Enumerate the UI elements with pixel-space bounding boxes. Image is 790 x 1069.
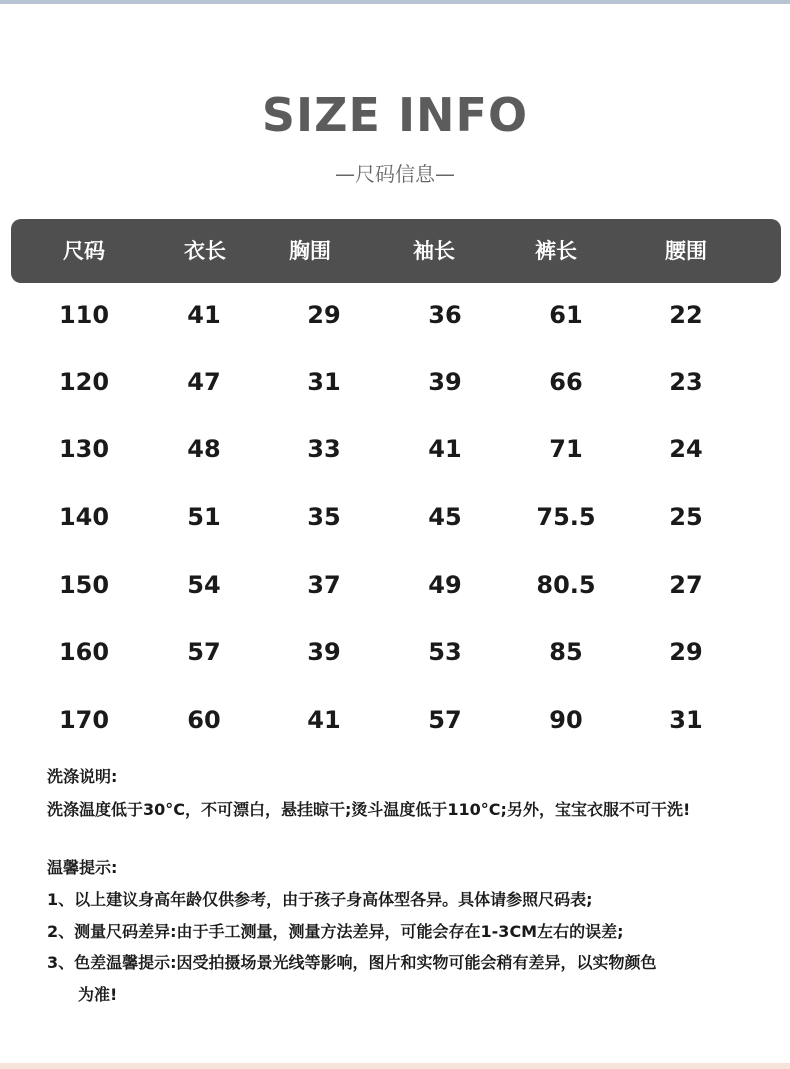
cell-size: 110	[58, 301, 110, 329]
header-sleeve-length: 袖长	[413, 239, 455, 263]
table-row	[0, 497, 790, 537]
table-row	[0, 429, 790, 469]
cell-garment-length: 41	[187, 301, 221, 329]
cell-pants-length: 61	[549, 301, 583, 329]
cell-garment-length: 54	[187, 571, 221, 599]
table-row	[0, 632, 790, 672]
tip-item-3: 3、色差温馨提示:因受拍摄场景光线等影响，图片和实物可能会稍有差异，以实物颜色	[47, 953, 657, 972]
cell-sleeve-length: 49	[428, 571, 462, 599]
cell-pants-length: 75.5	[536, 503, 596, 531]
header-size: 尺码	[63, 239, 105, 263]
cell-garment-length: 60	[187, 706, 221, 734]
table-row	[0, 700, 790, 740]
cell-sleeve-length: 45	[428, 503, 462, 531]
cell-garment-length: 47	[187, 368, 221, 396]
cell-chest: 33	[307, 435, 341, 463]
table-row	[0, 362, 790, 402]
cell-chest: 29	[307, 301, 341, 329]
header-pants-length: 裤长	[535, 239, 577, 263]
page-title: SIZE INFO	[261, 88, 529, 142]
tip-item-1: 1、以上建议身高年龄仅供参考，由于孩子身高体型各异。具体请参照尺码表;	[47, 890, 593, 909]
bottom-decorative-strip	[0, 1063, 790, 1069]
cell-size: 150	[58, 571, 110, 599]
cell-sleeve-length: 36	[428, 301, 462, 329]
cell-size: 120	[58, 368, 110, 396]
tip-item-2: 2、测量尺码差异:由于手工测量，测量方法差异，可能会存在1-3CM左右的误差;	[47, 922, 624, 941]
cell-waist: 24	[669, 435, 703, 463]
cell-waist: 31	[669, 706, 703, 734]
washing-instructions: 洗涤温度低于30°C，不可漂白，悬挂晾干;烫斗温度低于110°C;另外，宝宝衣服不可干洗!	[47, 800, 691, 819]
cell-chest: 41	[307, 706, 341, 734]
cell-waist: 22	[669, 301, 703, 329]
cell-sleeve-length: 41	[428, 435, 462, 463]
cell-pants-length: 80.5	[536, 571, 596, 599]
cell-sleeve-length: 53	[428, 638, 462, 666]
cell-chest: 37	[307, 571, 341, 599]
cell-chest: 31	[307, 368, 341, 396]
cell-waist: 29	[669, 638, 703, 666]
cell-size: 140	[58, 503, 110, 531]
cell-pants-length: 90	[549, 706, 583, 734]
cell-waist: 23	[669, 368, 703, 396]
header-chest: 胸围	[289, 239, 331, 263]
washing-heading: 洗涤说明:	[47, 767, 118, 786]
cell-garment-length: 51	[187, 503, 221, 531]
cell-sleeve-length: 39	[428, 368, 462, 396]
tip-item-3-continuation: 为准!	[78, 985, 118, 1004]
header-garment-length: 衣长	[184, 239, 226, 263]
cell-chest: 35	[307, 503, 341, 531]
table-row	[0, 565, 790, 605]
size-table-header	[11, 219, 781, 283]
cell-garment-length: 48	[187, 435, 221, 463]
table-row	[0, 295, 790, 335]
tips-heading: 温馨提示:	[47, 858, 118, 877]
page-subtitle: —尺码信息—	[335, 162, 455, 186]
cell-pants-length: 85	[549, 638, 583, 666]
cell-size: 130	[58, 435, 110, 463]
cell-pants-length: 71	[549, 435, 583, 463]
cell-pants-length: 66	[549, 368, 583, 396]
cell-chest: 39	[307, 638, 341, 666]
header-waist: 腰围	[665, 239, 707, 263]
cell-waist: 25	[669, 503, 703, 531]
cell-size: 160	[58, 638, 110, 666]
cell-garment-length: 57	[187, 638, 221, 666]
cell-waist: 27	[669, 571, 703, 599]
cell-sleeve-length: 57	[428, 706, 462, 734]
cell-size: 170	[58, 706, 110, 734]
top-decorative-strip	[0, 0, 790, 4]
